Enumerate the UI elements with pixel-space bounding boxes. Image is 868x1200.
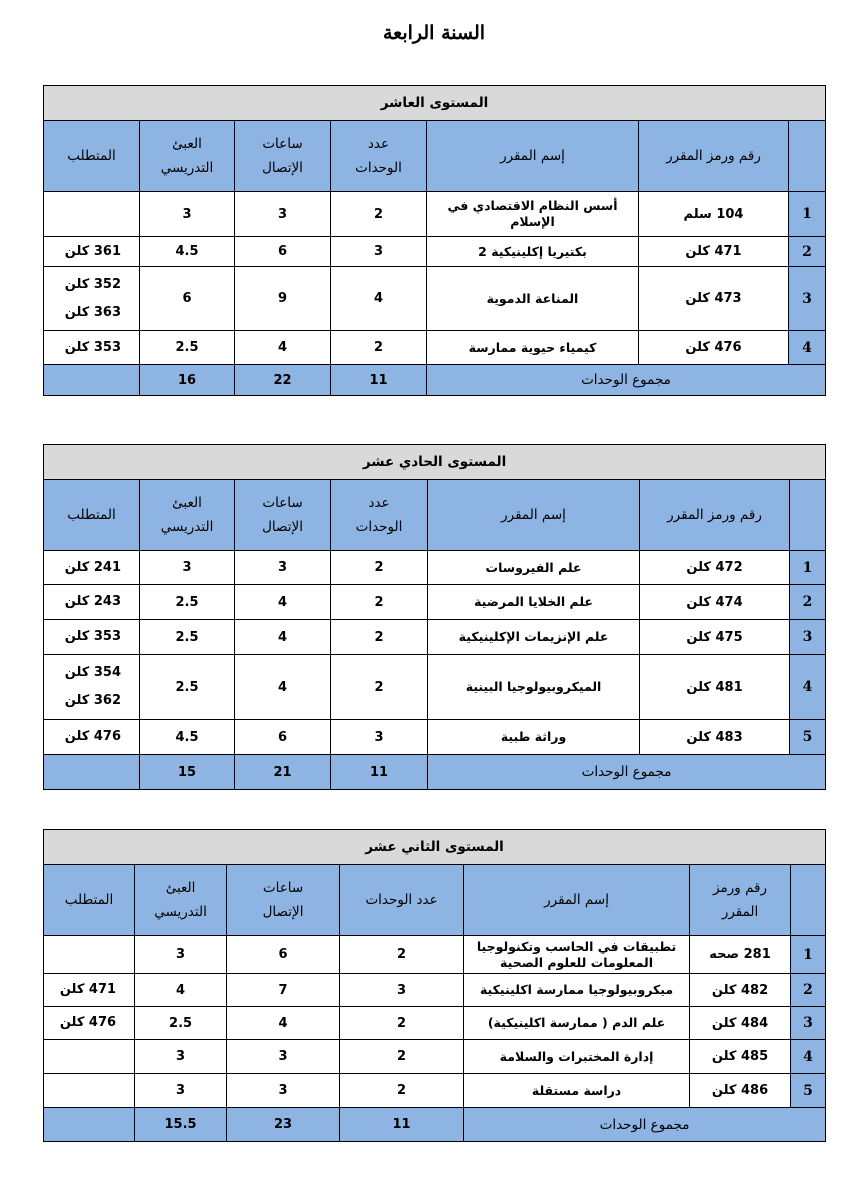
header-contact-hours: ساعات الإتصال <box>235 480 331 551</box>
course-teaching-load: 2.5 <box>140 620 235 655</box>
course-units: 2 <box>331 585 428 620</box>
course-code: 485 كلن <box>690 1040 791 1074</box>
header-course-code: رقم ورمز المقرر <box>640 480 790 551</box>
course-teaching-load: 3 <box>135 936 227 974</box>
course-teaching-load: 4 <box>135 974 227 1007</box>
total-contact-hours: 21 <box>235 755 331 790</box>
course-prerequisite: 243 كلن <box>44 585 140 620</box>
course-contact-hours: 3 <box>227 1040 340 1074</box>
course-contact-hours: 3 <box>227 1074 340 1108</box>
total-units: 11 <box>340 1108 464 1142</box>
course-teaching-load: 3 <box>140 192 235 237</box>
course-units: 2 <box>340 1074 464 1108</box>
course-prerequisite: 361 كلن <box>44 237 140 267</box>
total-label: مجموع الوحدات <box>428 755 826 790</box>
course-name: المناعة الدموية <box>427 267 639 331</box>
row-number: 2 <box>790 585 826 620</box>
header-teaching-load: العبئ التدريسي <box>140 121 235 192</box>
total-label: مجموع الوحدات <box>427 365 826 396</box>
header-course-code: رقم ورمز المقرر <box>639 121 789 192</box>
row-number: 1 <box>791 936 826 974</box>
table-row <box>44 620 826 655</box>
course-contact-hours: 6 <box>227 936 340 974</box>
course-prerequisite: 241 كلن <box>44 551 140 585</box>
course-units: 3 <box>331 720 428 755</box>
course-teaching-load: 2.5 <box>140 331 235 365</box>
course-prerequisite: 476 كلن <box>44 1007 135 1040</box>
course-contact-hours: 4 <box>235 585 331 620</box>
header-prerequisite: المتطلب <box>44 121 140 192</box>
row-number: 4 <box>789 331 826 365</box>
table-row <box>44 192 826 237</box>
course-units: 4 <box>331 267 427 331</box>
header-contact-hours: ساعات الإتصال <box>227 865 340 936</box>
course-prerequisite: 353 كلن <box>44 331 140 365</box>
course-contact-hours: 3 <box>235 551 331 585</box>
header-number <box>791 865 826 936</box>
course-teaching-load: 2.5 <box>135 1007 227 1040</box>
header-contact-hours: ساعات الإتصال <box>235 121 331 192</box>
table-row <box>44 267 826 331</box>
course-contact-hours: 3 <box>235 192 331 237</box>
course-contact-hours: 6 <box>235 720 331 755</box>
course-teaching-load: 2.5 <box>140 655 235 720</box>
course-prerequisite <box>44 1040 135 1074</box>
course-units: 3 <box>340 974 464 1007</box>
course-name: ميكروبيولوجيا ممارسة اكلينيكية <box>464 974 690 1007</box>
course-contact-hours: 4 <box>235 655 331 720</box>
header-number <box>789 121 826 192</box>
course-units: 2 <box>331 655 428 720</box>
row-number: 2 <box>789 237 826 267</box>
course-name: علم الدم ( ممارسة اكلينيكية) <box>464 1007 690 1040</box>
course-prerequisite: 353 كلن <box>44 620 140 655</box>
header-course-code: رقم ورمز المقرر <box>690 865 791 936</box>
level-12-table <box>43 829 826 1142</box>
course-prerequisite: 352 كلن 363 كلن <box>44 267 140 331</box>
course-code: 474 كلن <box>640 585 790 620</box>
course-name: علم الخلايا المرضية <box>428 585 640 620</box>
course-code: 476 كلن <box>639 331 789 365</box>
table-row <box>44 1074 826 1108</box>
table-row <box>44 1007 826 1040</box>
header-number <box>790 480 826 551</box>
course-teaching-load: 3 <box>140 551 235 585</box>
total-contact-hours: 22 <box>235 365 331 396</box>
total-row <box>44 365 826 396</box>
course-name: بكتيريا إكلينيكية 2 <box>427 237 639 267</box>
course-units: 2 <box>340 1040 464 1074</box>
header-course-name: إسم المقرر <box>427 121 639 192</box>
level-title: المستوى العاشر <box>44 86 826 121</box>
level-10-table <box>43 85 826 396</box>
course-code: 484 كلن <box>690 1007 791 1040</box>
course-code: 486 كلن <box>690 1074 791 1108</box>
course-name: تطبيقات في الحاسب وتكنولوجيا المعلومات للعلوم الصحية <box>464 936 690 974</box>
total-prerequisite <box>44 365 140 396</box>
page-title: السنة الرابعة <box>382 22 486 44</box>
course-prerequisite: 354 كلن 362 كلن <box>44 655 140 720</box>
row-number: 3 <box>789 267 826 331</box>
header-teaching-load: العبئ التدريسي <box>135 865 227 936</box>
course-name: دراسة مستقلة <box>464 1074 690 1108</box>
course-units: 2 <box>340 936 464 974</box>
row-number: 3 <box>790 620 826 655</box>
course-code: 104 سلم <box>639 192 789 237</box>
total-teaching-load: 15.5 <box>135 1108 227 1142</box>
course-code: 483 كلن <box>640 720 790 755</box>
course-teaching-load: 4.5 <box>140 720 235 755</box>
table-row <box>44 585 826 620</box>
table-row <box>44 237 826 267</box>
row-number: 1 <box>789 192 826 237</box>
course-teaching-load: 3 <box>135 1074 227 1108</box>
header-prerequisite: المتطلب <box>44 865 135 936</box>
course-name: علم الإنزيمات الإكلينيكية <box>428 620 640 655</box>
table-row <box>44 974 826 1007</box>
course-prerequisite <box>44 936 135 974</box>
total-row <box>44 1108 826 1142</box>
course-contact-hours: 7 <box>227 974 340 1007</box>
header-units: عدد الوحدات <box>331 121 427 192</box>
level-title: المستوى الحادي عشر <box>44 445 826 480</box>
row-number: 3 <box>791 1007 826 1040</box>
row-number: 5 <box>791 1074 826 1108</box>
course-code: 482 كلن <box>690 974 791 1007</box>
total-contact-hours: 23 <box>227 1108 340 1142</box>
course-units: 2 <box>331 192 427 237</box>
course-contact-hours: 4 <box>235 331 331 365</box>
row-number: 1 <box>790 551 826 585</box>
row-number: 5 <box>790 720 826 755</box>
course-name: علم الفيروسات <box>428 551 640 585</box>
course-code: 481 كلن <box>640 655 790 720</box>
table-row <box>44 936 826 974</box>
table-row <box>44 1040 826 1074</box>
row-number: 4 <box>791 1040 826 1074</box>
table-row <box>44 551 826 585</box>
course-prerequisite <box>44 192 140 237</box>
course-units: 2 <box>340 1007 464 1040</box>
course-prerequisite: 471 كلن <box>44 974 135 1007</box>
course-units: 2 <box>331 331 427 365</box>
course-teaching-load: 2.5 <box>140 585 235 620</box>
total-teaching-load: 16 <box>140 365 235 396</box>
course-name: وراثة طبية <box>428 720 640 755</box>
row-number: 4 <box>790 655 826 720</box>
course-code: 472 كلن <box>640 551 790 585</box>
header-course-name: إسم المقرر <box>428 480 640 551</box>
course-name: إدارة المختبرات والسلامة <box>464 1040 690 1074</box>
course-units: 2 <box>331 620 428 655</box>
level-11-table <box>43 444 826 790</box>
table-row <box>44 720 826 755</box>
total-prerequisite <box>44 755 140 790</box>
course-prerequisite <box>44 1074 135 1108</box>
header-prerequisite: المتطلب <box>44 480 140 551</box>
course-contact-hours: 9 <box>235 267 331 331</box>
course-code: 473 كلن <box>639 267 789 331</box>
course-contact-hours: 4 <box>235 620 331 655</box>
course-code: 281 صحه <box>690 936 791 974</box>
course-units: 2 <box>331 551 428 585</box>
header-units: عدد الوحدات <box>331 480 428 551</box>
header-units: عدد الوحدات <box>340 865 464 936</box>
header-teaching-load: العبئ التدريسي <box>140 480 235 551</box>
course-prerequisite: 476 كلن <box>44 720 140 755</box>
course-name: أسس النظام الاقتصادي في الإسلام <box>427 192 639 237</box>
course-contact-hours: 4 <box>227 1007 340 1040</box>
course-name: كيمياء حيوية ممارسة <box>427 331 639 365</box>
course-teaching-load: 4.5 <box>140 237 235 267</box>
course-units: 3 <box>331 237 427 267</box>
course-name: الميكروبيولوجيا البينية <box>428 655 640 720</box>
table-row <box>44 655 826 720</box>
level-title: المستوى الثاني عشر <box>44 830 826 865</box>
course-code: 471 كلن <box>639 237 789 267</box>
course-code: 475 كلن <box>640 620 790 655</box>
course-teaching-load: 3 <box>135 1040 227 1074</box>
course-teaching-load: 6 <box>140 267 235 331</box>
total-units: 11 <box>331 755 428 790</box>
table-row <box>44 331 826 365</box>
header-course-name: إسم المقرر <box>464 865 690 936</box>
total-label: مجموع الوحدات <box>464 1108 826 1142</box>
total-prerequisite <box>44 1108 135 1142</box>
row-number: 2 <box>791 974 826 1007</box>
total-units: 11 <box>331 365 427 396</box>
course-contact-hours: 6 <box>235 237 331 267</box>
total-row <box>44 755 826 790</box>
total-teaching-load: 15 <box>140 755 235 790</box>
